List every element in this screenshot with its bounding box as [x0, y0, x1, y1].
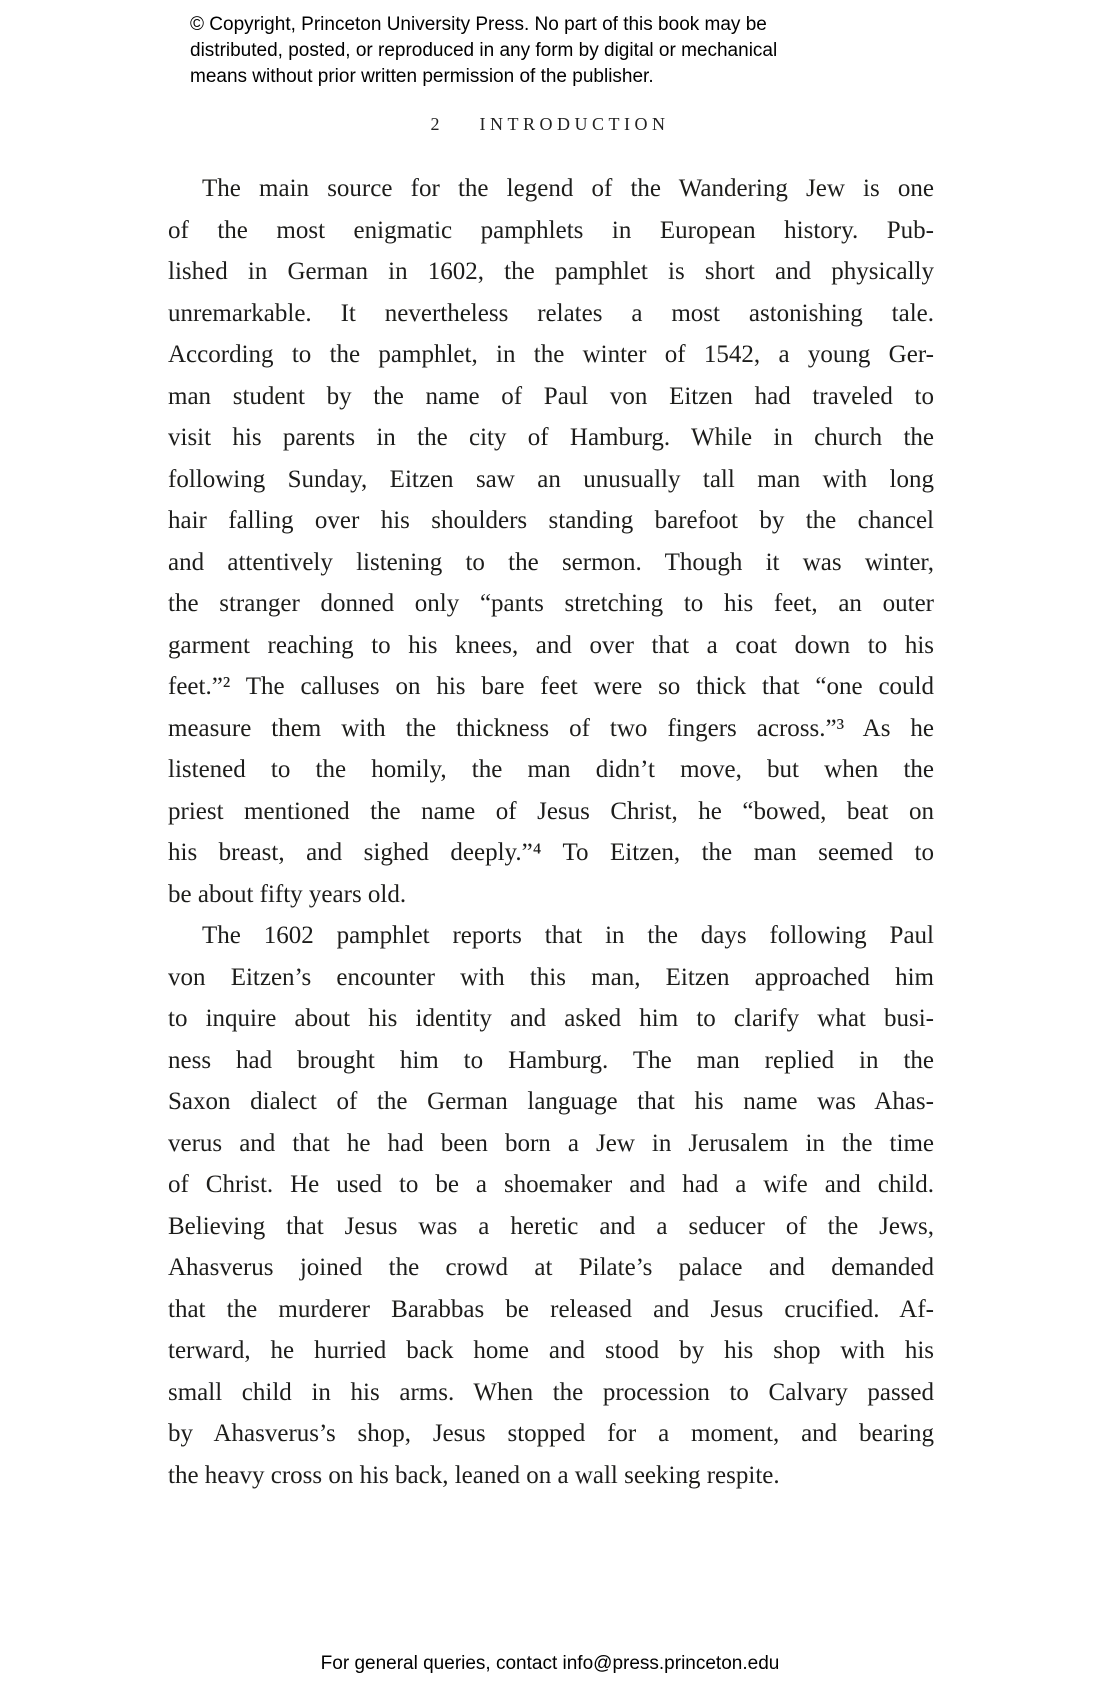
- body-line: and attentively listening to the sermon. Though it was winter,: [168, 548, 934, 576]
- copyright-line: means without prior written permission of the publisher.: [190, 66, 654, 87]
- body-line: ness had brought him to Hamburg. The man replied in the: [168, 1046, 934, 1074]
- body-line: by Ahasverus’s shop, Jesus stopped for a moment, and bearing: [168, 1420, 934, 1447]
- body-line: verus and that he had been born a Jew in Jerusalem in the time: [168, 1129, 934, 1157]
- body-line: of Christ. He used to be a shoemaker and had a wife and child.: [168, 1171, 934, 1198]
- body-text: [168, 168, 934, 1496]
- body-line: that the murderer Barabbas be released and Jesus crucified. Af-: [168, 1295, 934, 1323]
- copyright-line: distributed, posted, or reproduced in any form by digital or mechanical: [190, 40, 778, 61]
- body-line: visit his parents in the city of Hamburg. While in church the: [168, 424, 934, 451]
- body-line: von Eitzen’s encounter with this man, Eitzen approached him: [168, 963, 934, 991]
- body-line: the stranger donned only “pants stretching to his feet, an outer: [168, 590, 934, 617]
- body-line: lished in German in 1602, the pamphlet is short and physically: [168, 258, 934, 285]
- body-line: According to the pamphlet, in the winter of 1542, a young Ger-: [168, 341, 934, 368]
- body-line: Saxon dialect of the German language that his name was Ahas-: [168, 1088, 934, 1115]
- body-line: hair falling over his shoulders standing barefoot by the chancel: [168, 507, 934, 534]
- body-line: terward, he hurried back home and stood by his shop with his: [168, 1337, 934, 1364]
- copyright-notice: [190, 12, 890, 90]
- body-line: following Sunday, Eitzen saw an unusually tall man with long: [168, 465, 934, 493]
- body-line: Believing that Jesus was a heretic and a seducer of the Jews,: [168, 1212, 934, 1240]
- body-line: The 1602 pamphlet reports that in the days following Paul: [202, 922, 934, 949]
- footer-query-note: For general queries, contact info@press.princeton.edu: [320, 1653, 780, 1674]
- body-line: of the most enigmatic pamphlets in European history. Pub-: [168, 216, 934, 244]
- chapter-title: INTRODUCTION: [479, 114, 670, 134]
- running-head: [0, 114, 1100, 135]
- paragraph: [168, 915, 934, 1496]
- body-line: priest mentioned the name of Jesus Christ, he “bowed, beat on: [168, 797, 934, 825]
- body-line: unremarkable. It nevertheless relates a most astonishing tale.: [168, 299, 934, 327]
- paragraph: [168, 168, 934, 915]
- body-line: be about fifty years old.: [168, 880, 407, 908]
- body-line: The main source for the legend of the Wandering Jew is one: [202, 175, 934, 202]
- body-line: small child in his arms. When the procession to Calvary passed: [168, 1378, 934, 1406]
- body-line: measure them with the thickness of two fingers across.”³ As he: [168, 714, 934, 742]
- body-line: man student by the name of Paul von Eitzen had traveled to: [168, 382, 934, 410]
- body-line: garment reaching to his knees, and over that a coat down to his: [168, 631, 934, 659]
- page-number: 2: [430, 114, 442, 134]
- body-line: listened to the homily, the man didn’t move, but when the: [168, 756, 934, 783]
- body-line: the heavy cross on his back, leaned on a wall seeking respite.: [168, 1461, 780, 1489]
- body-line: feet.”² The calluses on his bare feet were so thick that “one could: [168, 673, 934, 700]
- body-line: his breast, and sighed deeply.”⁴ To Eitzen, the man seemed to: [168, 839, 934, 866]
- body-line: to inquire about his identity and asked him to clarify what busi-: [168, 1005, 934, 1032]
- body-line: Ahasverus joined the crowd at Pilate’s palace and demanded: [168, 1254, 934, 1281]
- copyright-line: © Copyright, Princeton University Press. No part of this book may be: [190, 14, 767, 35]
